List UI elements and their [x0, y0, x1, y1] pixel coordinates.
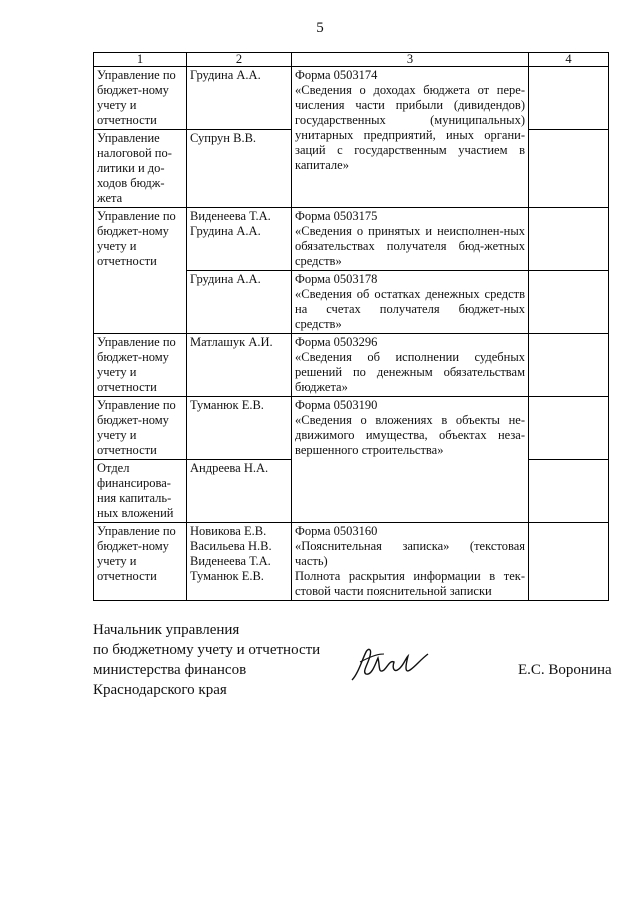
empty-cell — [529, 67, 609, 130]
column-header: 4 — [529, 53, 609, 67]
table-row — [94, 523, 609, 601]
department-cell: Управление по бюджет-ному учету и отчетности — [94, 67, 187, 130]
empty-cell — [529, 208, 609, 271]
responsible-cell: Новикова Е.В. Васильева Н.В. Виденеева Т.А. Туманюк Е.В. — [187, 523, 292, 601]
responsible-cell: Супрун В.В. — [187, 130, 292, 208]
form-description: «Сведения о вложениях в объекты не-движимого имущества, объектах неза-вершенного строительства» — [295, 413, 525, 457]
column-header: 2 — [187, 53, 292, 67]
empty-cell — [529, 130, 609, 208]
form-description: «Пояснительная записка» (текстовая часть) — [295, 539, 525, 568]
signatory-title-line: Краснодарского края — [93, 682, 227, 698]
table-row — [94, 334, 609, 397]
department-cell: Управление по бюджет-ному учету и отчетности — [94, 523, 187, 601]
form-number: Форма 0503175 — [295, 209, 378, 223]
form-number: Форма 0503160 — [295, 524, 378, 538]
department-cell: Управление по бюджет-ному учету и отчетности — [94, 208, 187, 334]
form-number: Форма 0503178 — [295, 272, 378, 286]
responsible-cell: Грудина А.А. — [187, 271, 292, 334]
responsible-cell: Грудина А.А. — [187, 67, 292, 130]
signatory-title-line: по бюджетному учету и отчетности — [93, 642, 321, 658]
form-cell — [292, 397, 529, 523]
form-cell — [292, 334, 529, 397]
table-row — [94, 397, 609, 460]
department-cell: Управление по бюджет-ному учету и отчетности — [94, 397, 187, 460]
responsible-cell: Туманюк Е.В. — [187, 397, 292, 460]
table-row — [94, 67, 609, 130]
column-header: 1 — [94, 53, 187, 67]
responsible-cell: Виденеева Т.А. Грудина А.А. — [187, 208, 292, 271]
report-forms-table — [93, 52, 609, 601]
table-row — [94, 208, 609, 271]
form-cell — [292, 271, 529, 334]
empty-cell — [529, 523, 609, 601]
form-number: Форма 0503296 — [295, 335, 378, 349]
form-description: «Сведения о принятых и неисполнен-ных обязательствах получателя бюд-жетных средств» — [295, 224, 525, 268]
form-description: «Сведения об исполнении судебных решений по денежным обязательствам бюджета» — [295, 350, 525, 394]
form-number: Форма 0503174 — [295, 68, 378, 82]
handwritten-signature — [348, 640, 438, 686]
column-header: 3 — [292, 53, 529, 67]
form-cell — [292, 523, 529, 601]
department-cell: Отдел финансирова-ния капиталь-ных вложений — [94, 460, 187, 523]
signatory-title-line: Начальник управления — [93, 622, 240, 638]
form-description: «Сведения о доходах бюджета от пере-числения части прибыли (дивидендов) государственных (муниципальных) унитарных предприятий, иных органи-заций с государственным участием в капитале» — [295, 83, 525, 172]
department-cell: Управление по бюджет-ному учету и отчетности — [94, 334, 187, 397]
empty-cell — [529, 460, 609, 523]
signatory-title-line: министерства финансов — [93, 662, 247, 678]
empty-cell — [529, 397, 609, 460]
signatory-title — [93, 620, 320, 700]
department-cell: Управление налоговой по-литики и до-ходов бюдж-жета — [94, 130, 187, 208]
empty-cell — [529, 271, 609, 334]
form-cell — [292, 67, 529, 208]
signatory-name: Е.С. Воронина — [518, 662, 612, 678]
page-number: 5 — [316, 20, 324, 36]
form-note: Полнота раскрытия информации в тек-стовой части пояснительной записки — [295, 569, 525, 598]
form-cell — [292, 208, 529, 271]
form-number: Форма 0503190 — [295, 398, 378, 412]
responsible-cell: Матлашук А.И. — [187, 334, 292, 397]
empty-cell — [529, 334, 609, 397]
form-description: «Сведения об остатках денежных средств на счетах получателя бюджет-ных средств» — [295, 287, 525, 331]
table-header-row — [94, 53, 609, 67]
responsible-cell: Андреева Н.А. — [187, 460, 292, 523]
